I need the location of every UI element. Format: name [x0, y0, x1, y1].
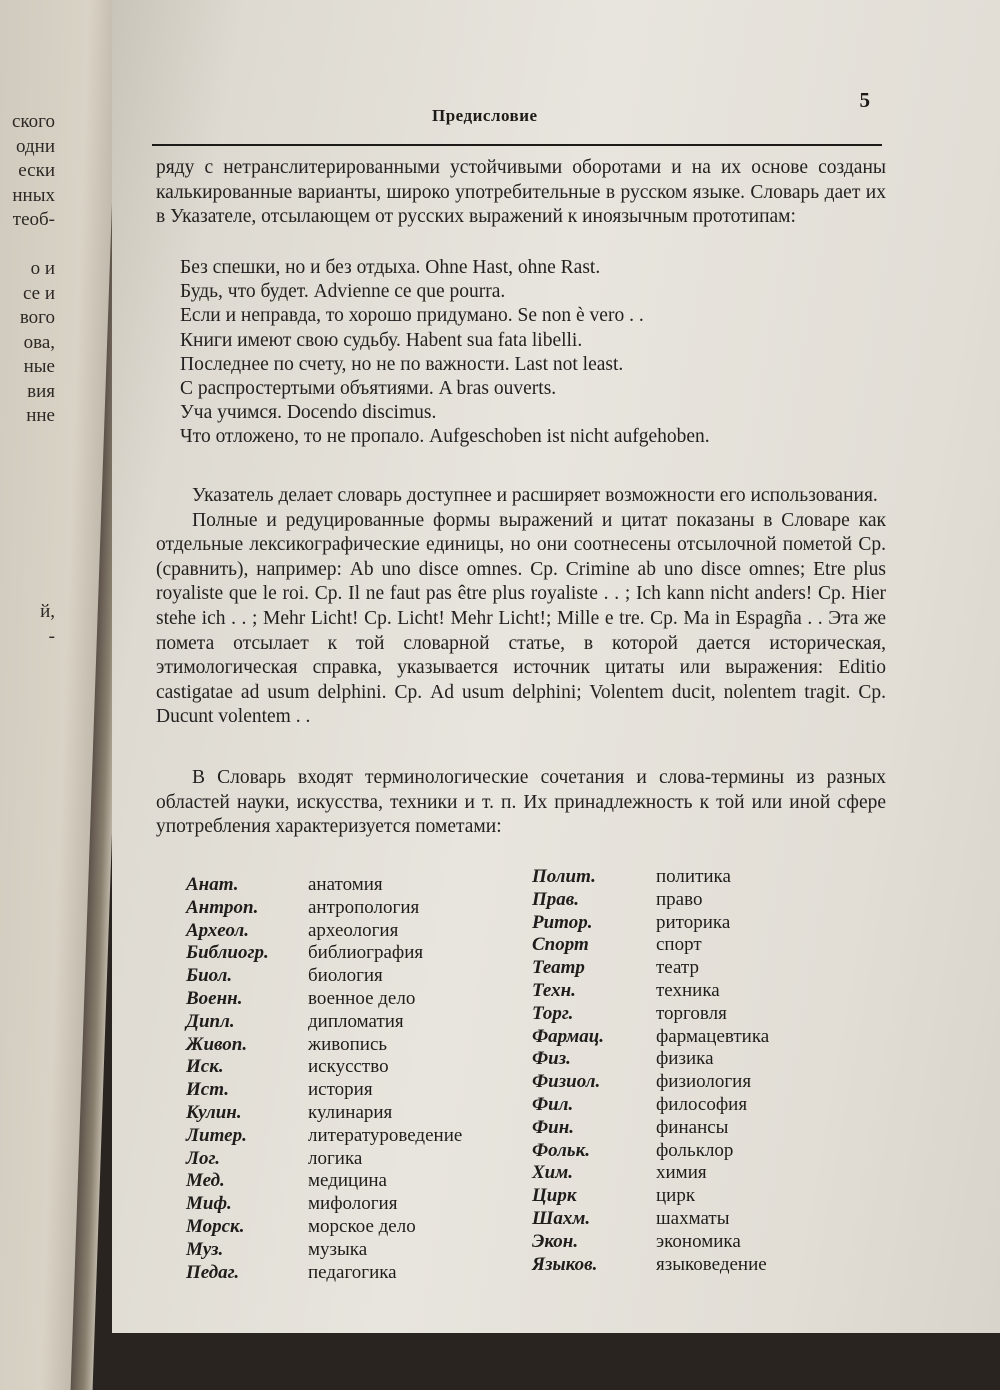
abbreviation: Археол. — [186, 919, 250, 941]
abbreviation-meaning: антропология — [308, 896, 420, 918]
abbreviation-meaning: анатомия — [308, 874, 383, 895]
abbreviation: Фил. — [532, 1093, 574, 1115]
abbreviation-meaning: шахматы — [656, 1207, 730, 1229]
abbreviation-meaning: мифология — [308, 1193, 398, 1215]
book-page — [112, 0, 1000, 1333]
abbreviation-meaning: языковедение — [656, 1253, 767, 1275]
abbreviation-row — [186, 1079, 462, 1102]
abbreviation-meaning: литературоведение — [308, 1124, 463, 1146]
abbreviation-row — [532, 934, 769, 957]
left-page-fragment: о и — [30, 258, 55, 279]
abbreviation-row — [532, 1140, 769, 1163]
paragraph-intro — [156, 156, 886, 230]
left-page-fragment: ески — [18, 160, 55, 181]
abbreviation-row — [532, 1117, 769, 1140]
abbreviation-row — [532, 1026, 769, 1049]
abbreviation-meaning: логика — [308, 1147, 363, 1169]
example-line: Без спешки, но и без отдыха. Ohne Hast, ohne Rast. — [180, 257, 601, 278]
abbreviation-meaning: медицина — [308, 1170, 387, 1192]
abbreviations-column-right — [532, 866, 769, 1276]
abbreviation-meaning: биология — [308, 965, 383, 987]
left-page-fragment — [0, 502, 55, 527]
page-number: 5 — [859, 88, 870, 112]
example-line: Будь, что будет. Advienne ce que pourra. — [180, 281, 506, 303]
abbreviation: Фольк. — [532, 1139, 590, 1161]
abbreviation-row — [532, 866, 769, 889]
abbreviation-meaning: политика — [656, 866, 731, 887]
abbreviation-meaning: живопись — [308, 1033, 388, 1055]
abbreviation-row — [532, 1094, 769, 1117]
abbreviation-row — [186, 1216, 462, 1239]
abbreviation: Фармац. — [532, 1025, 605, 1047]
left-page-fragment: ского — [11, 111, 55, 132]
abbreviation-meaning: физиология — [656, 1071, 752, 1093]
abbreviation-row — [186, 897, 462, 920]
abbreviation-meaning: экономика — [656, 1230, 741, 1252]
example-line: Последнее по счету, но не по важности. Last not least. — [180, 353, 624, 375]
abbreviation-row — [186, 1170, 462, 1193]
abbreviation-row — [532, 1231, 769, 1254]
left-page-fragment — [0, 649, 55, 674]
abbreviation: Спорт — [532, 934, 589, 956]
example-line: Книги имеют свою судьбу. Habent sua fata libelli. — [180, 329, 583, 351]
left-page-text-fragments — [0, 110, 55, 674]
abbreviation-meaning: цирк — [656, 1185, 696, 1207]
examples-list — [180, 256, 880, 450]
left-page-fragment: й, — [40, 601, 55, 622]
abbreviation-row — [186, 965, 462, 988]
abbreviation-meaning: риторика — [656, 911, 731, 933]
example-line: Что отложено, то не пропало. Aufgeschoben ist nicht aufgehoben. — [180, 426, 710, 448]
abbreviation: Ист. — [186, 1079, 229, 1101]
abbreviation: Физ. — [532, 1048, 571, 1070]
abbreviation: Кулин. — [186, 1101, 242, 1123]
left-page-fragment: ные — [23, 356, 55, 377]
abbreviation-row — [532, 1254, 769, 1277]
example-line: Если и неправда, то хорошо придумано. Se non è vero . . — [180, 305, 644, 327]
abbreviation: Ритор. — [532, 911, 593, 933]
abbreviation-meaning: военное дело — [308, 987, 416, 1009]
abbreviation-meaning: кулинария — [308, 1101, 393, 1123]
abbreviation-row — [532, 1048, 769, 1071]
left-page-fragment: ова, — [23, 331, 55, 353]
abbreviation-row — [532, 1071, 769, 1094]
abbreviation-row — [186, 942, 462, 965]
example-line: Уча учимся. Docendo discimus. — [180, 402, 437, 424]
abbreviation-meaning: торговля — [656, 1002, 727, 1024]
abbreviation-meaning: театр — [656, 957, 699, 979]
abbreviation: Живоп. — [186, 1033, 248, 1055]
left-page-fragment: се и — [22, 282, 55, 304]
left-page-fragment — [0, 551, 55, 576]
abbreviation-meaning: фармацевтика — [656, 1025, 770, 1047]
abbreviation-row — [186, 1034, 462, 1057]
abbreviation-row — [532, 912, 769, 935]
abbreviation: Хим. — [532, 1162, 574, 1184]
abbreviation: Мед. — [186, 1170, 225, 1192]
abbreviation-row — [532, 1162, 769, 1185]
left-page-fragment — [0, 527, 55, 552]
abbreviation: Антроп. — [186, 896, 259, 918]
paragraph-terminology — [156, 766, 886, 840]
abbreviation-meaning: химия — [656, 1162, 707, 1184]
paragraph-index: Указатель делает словарь доступнее и расширяет возможности его использования. — [192, 485, 878, 506]
abbreviation-row — [186, 1239, 462, 1262]
abbreviation-meaning: фольклор — [656, 1139, 734, 1161]
left-page-fragment: одни — [16, 135, 55, 157]
left-page-fragment: вого — [19, 307, 55, 328]
left-page-fragment: теоб- — [12, 209, 55, 230]
left-page-fragment: - — [48, 625, 55, 647]
abbreviation-meaning: библиография — [308, 942, 424, 964]
abbreviation-row — [186, 988, 462, 1011]
abbreviation-row — [532, 1208, 769, 1231]
abbreviation-meaning: право — [656, 888, 703, 910]
left-page-fragment — [0, 576, 55, 601]
abbreviation: Муз. — [186, 1238, 224, 1260]
abbreviation-meaning: финансы — [656, 1116, 729, 1138]
abbreviation-row — [186, 920, 462, 943]
abbreviations-column-left — [186, 874, 462, 1284]
abbreviation-meaning: техника — [656, 979, 720, 1001]
abbreviation-meaning: искусство — [308, 1056, 389, 1078]
abbreviation: Шахм. — [532, 1207, 591, 1229]
abbreviation: Прав. — [532, 888, 580, 910]
abbreviation: Морск. — [186, 1215, 245, 1237]
left-page-fragment — [0, 429, 55, 454]
left-page-fragment: нне — [26, 405, 55, 426]
abbreviation-row — [186, 1262, 462, 1285]
abbreviation-row — [532, 957, 769, 980]
abbreviation: Лог. — [186, 1147, 221, 1169]
abbreviation-meaning: дипломатия — [308, 1010, 404, 1032]
paragraph-text: ряду с нетранслитерированными устойчивыми оборотами и на их основе созданы калькированные варианты, широко употребительные в русском языке. Словарь дает их в Указателе, отсылающем от русских выражений к иноязычным прототипам: — [156, 157, 886, 228]
abbreviation: Языков. — [532, 1253, 598, 1275]
abbreviation-meaning: история — [308, 1079, 373, 1101]
abbreviation: Биол. — [186, 965, 233, 987]
left-page-fragment: нных — [12, 184, 55, 206]
abbreviation: Библиогр. — [186, 942, 269, 964]
abbreviation-meaning: морское дело — [308, 1215, 416, 1237]
abbreviation-row — [186, 1011, 462, 1034]
abbreviation-row — [532, 1185, 769, 1208]
abbreviation: Анат. — [186, 874, 239, 895]
abbreviation: Полит. — [532, 866, 596, 887]
abbreviation: Военн. — [186, 987, 243, 1009]
abbreviation: Цирк — [532, 1185, 577, 1207]
running-title: Предисловие — [432, 106, 538, 125]
abbreviation-row — [186, 1125, 462, 1148]
abbreviation: Техн. — [532, 979, 576, 1001]
example-line: С распростертыми объятиями. A bras ouverts. — [180, 378, 557, 400]
abbreviation-row — [186, 1056, 462, 1079]
abbreviation: Миф. — [186, 1193, 232, 1215]
abbreviation-row — [186, 1193, 462, 1216]
abbreviation-row — [532, 889, 769, 912]
paragraph-text: В Словарь входят терминологические сочетания и слова-термины из разных областей науки, искусства, техники и т. п. Их принадлежность к той или иной сфере употребления характеризуется пометами: — [156, 767, 886, 838]
left-page-fragment — [0, 478, 55, 503]
abbreviation-meaning: музыка — [308, 1238, 368, 1260]
abbreviation: Торг. — [532, 1002, 574, 1024]
left-page-fragment: вия — [27, 380, 55, 402]
abbreviation: Иск. — [186, 1056, 224, 1078]
abbreviation-meaning: физика — [656, 1048, 714, 1070]
page-header — [152, 88, 882, 146]
abbreviation-meaning: археология — [308, 919, 399, 941]
abbreviation-row — [186, 874, 462, 897]
abbreviation: Театр — [532, 957, 585, 979]
abbreviation-row — [532, 1003, 769, 1026]
abbreviation: Экон. — [532, 1230, 579, 1252]
abbreviation: Литер. — [186, 1124, 247, 1146]
paragraphs-index — [156, 484, 886, 730]
abbreviation-row — [186, 1148, 462, 1171]
abbreviation-meaning: спорт — [656, 934, 702, 956]
abbreviation-meaning: философия — [656, 1093, 748, 1115]
left-page-fragment — [0, 453, 55, 478]
abbreviation-row — [532, 980, 769, 1003]
abbreviation-meaning: педагогика — [308, 1261, 397, 1283]
abbreviation: Педаг. — [186, 1261, 240, 1283]
abbreviation: Фин. — [532, 1116, 575, 1138]
paragraph-forms: Полные и редуцированные формы выражений и цитат показаны в Словаре как отдельные лексикографические единицы, но они соотнесены отсылочной пометой Ср. (сравнить), например: Ab uno disce omnes. Ср. Crimine ab uno disce omnes; Etre plus royaliste que le roi. Ср. Il ne faut pas être plus royaliste . . ; Ich kann nicht anders! Ср. Hier stehe ich . . ; Mehr Licht! Ср. Licht! Mehr Licht!; Mille e tre. Ср. Ma in Espagña . . Эта же помета отсылает к той словарной статье, в которой дается историческая, этимологическая справка, указывается источник цитаты или выражения: Editio castigatae ad usum delphini. Ср. Ad usum delphini; Volentem ducit, nolentem tragit. Ср. Ducunt volentem . . — [156, 509, 886, 728]
abbreviation: Физиол. — [532, 1071, 601, 1093]
abbreviation: Дипл. — [186, 1010, 235, 1032]
left-page-fragment — [0, 233, 55, 258]
abbreviation-row — [186, 1102, 462, 1125]
